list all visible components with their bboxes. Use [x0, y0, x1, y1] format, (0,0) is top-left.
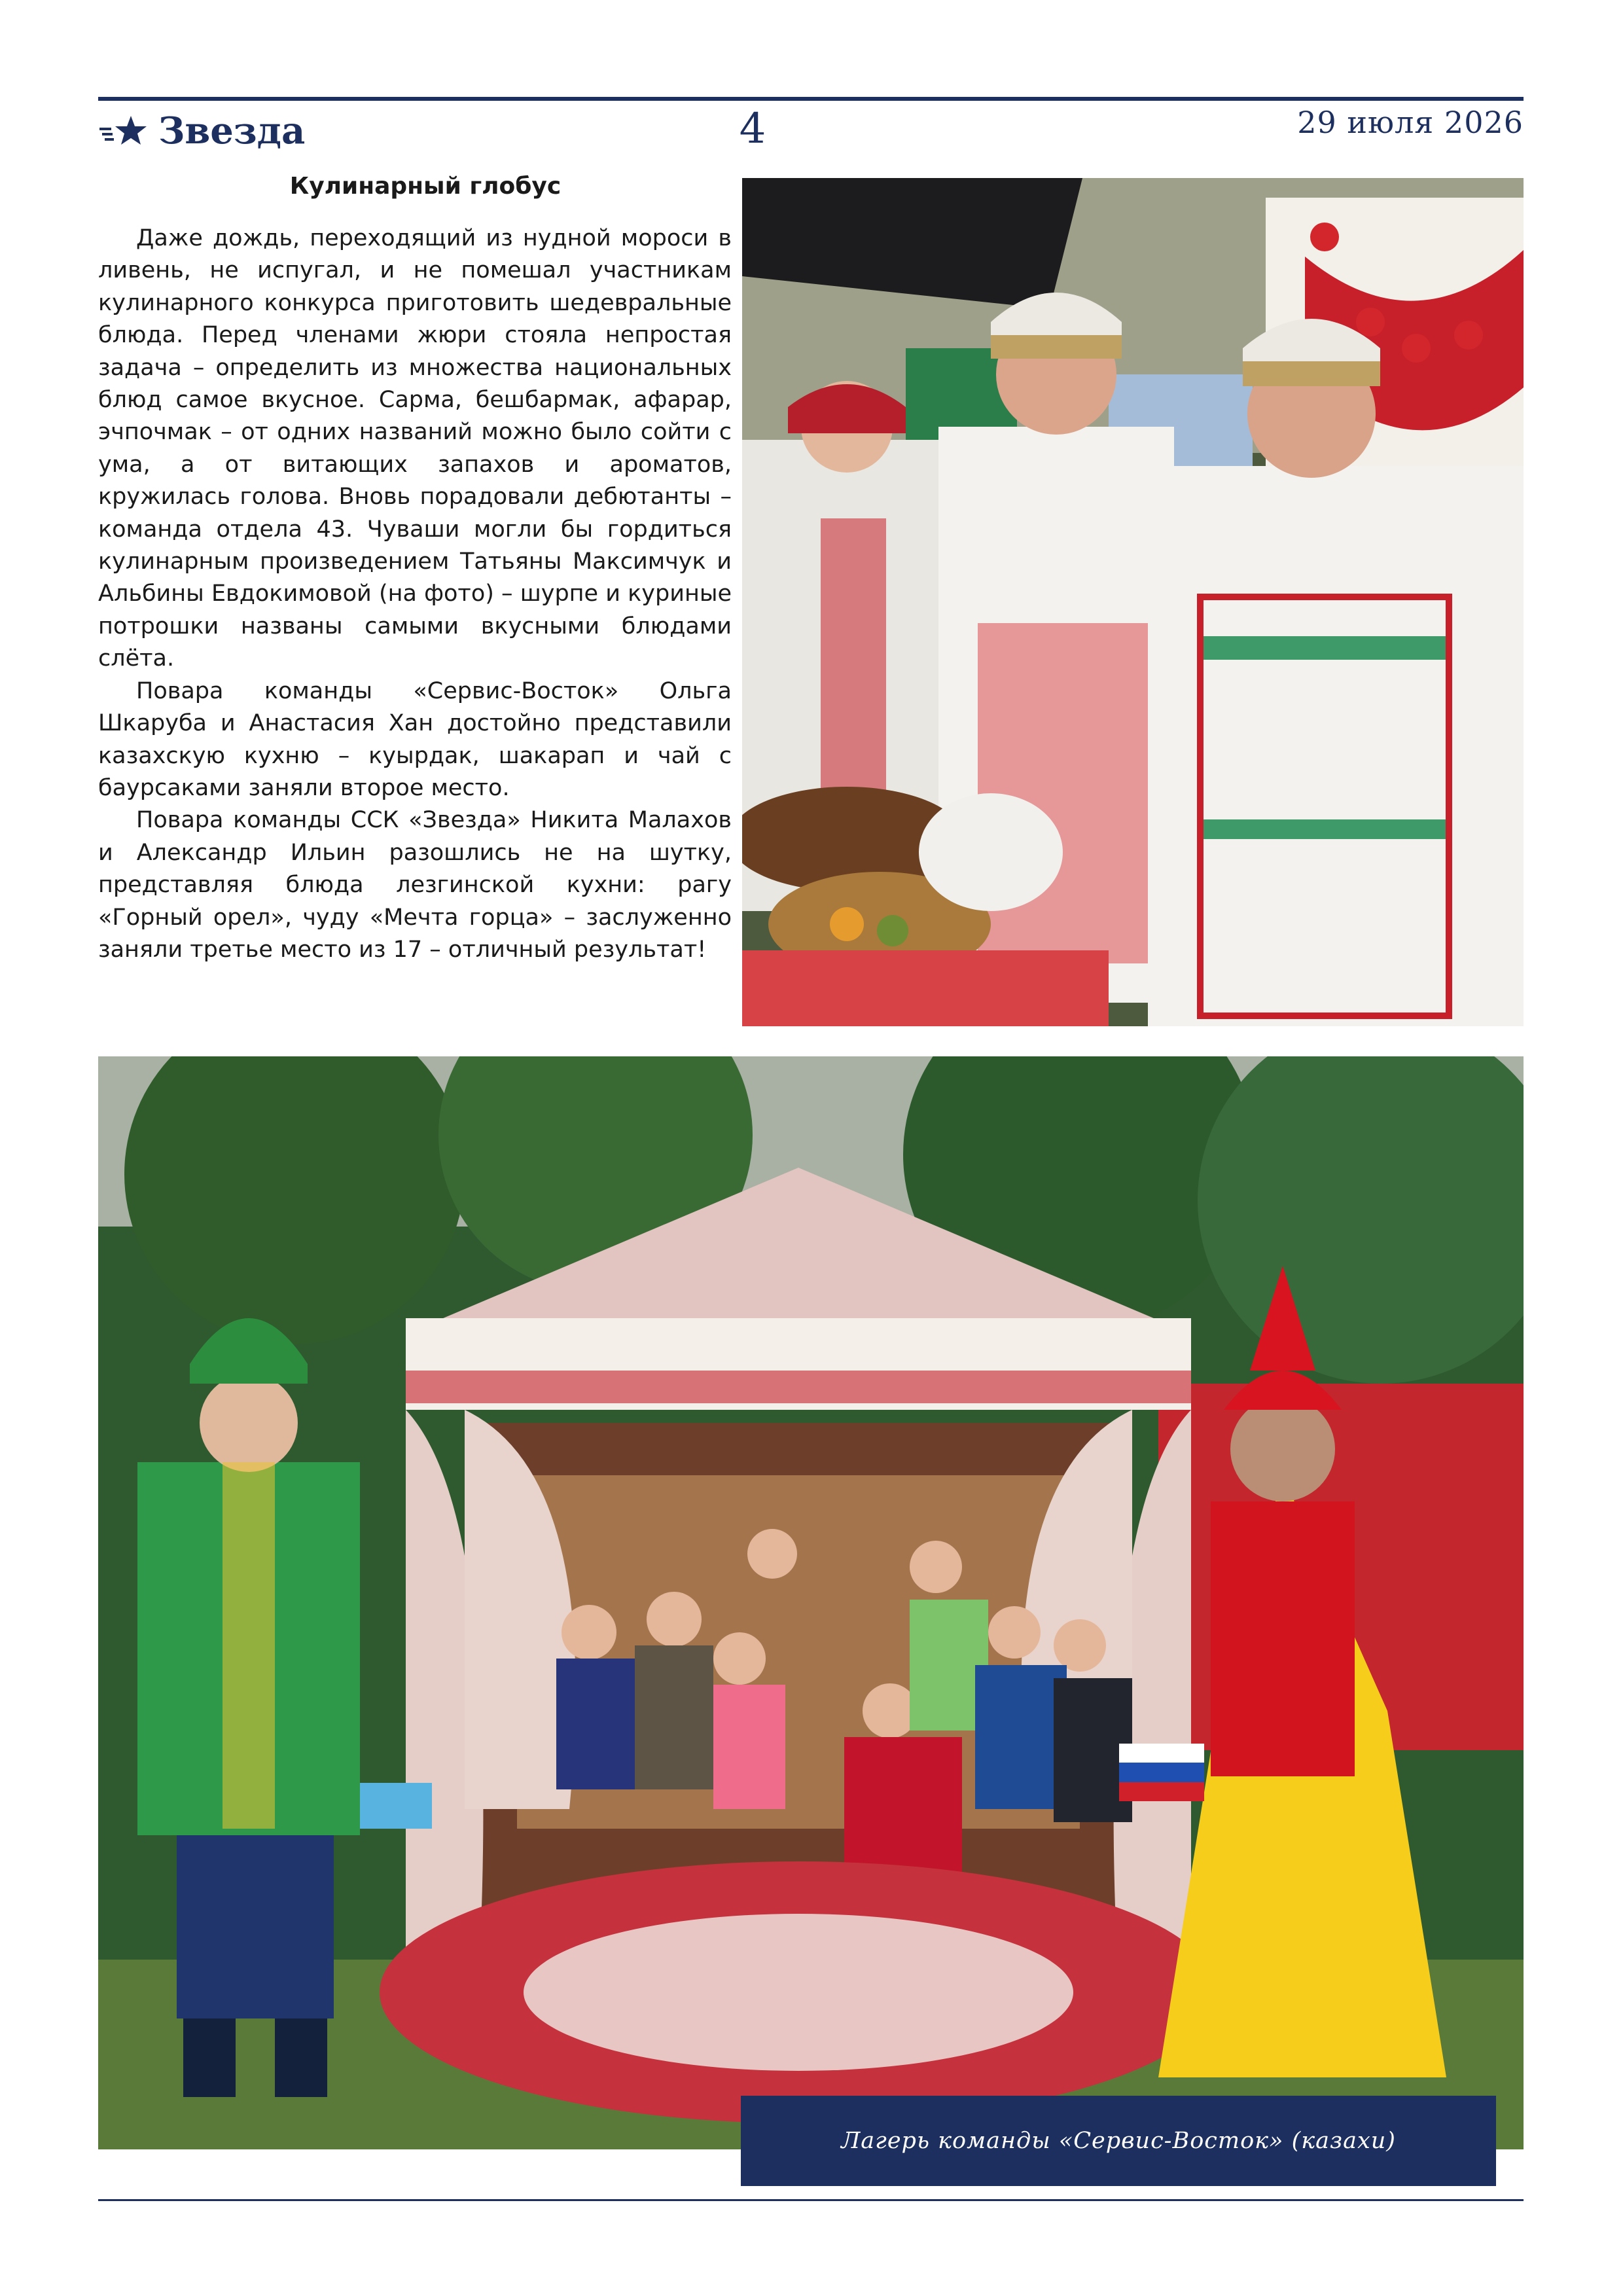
- header-rule: [98, 97, 1524, 101]
- newspaper-title: Звезда: [158, 109, 306, 152]
- photo-caption: Лагерь команды «Сервис-Восток» (казахи): [841, 2128, 1396, 2154]
- issue-date: 29 июля 2026: [1297, 105, 1524, 140]
- footer-rule: [98, 2199, 1524, 2201]
- photo-camp-image: [98, 1056, 1524, 2149]
- article-paragraph: Повара команды «Сервис-Восток» Ольга Шкаруба и Анастасия Хан достойно представили казахскую кухню – куырдак, шакарап и чай с баурсаками заняли второе место.: [98, 677, 732, 801]
- page-number: 4: [739, 105, 766, 153]
- article-body: [98, 223, 732, 966]
- article-paragraph: Повара команды ССК «Звезда» Никита Малахов и Александр Ильин разошлись не на шутку, представляя блюда лезгинской кухни: рагу «Горный орел», чуду «Мечта горца» – заслуженно заняли третье место из 17 – отличный результат!: [98, 807, 732, 963]
- photo-cooks-image: [742, 178, 1524, 1026]
- article-title: Кулинарный глобус: [289, 173, 562, 200]
- photo-camp: [98, 1056, 1524, 2149]
- photo-cooks: [742, 178, 1524, 1026]
- star-icon: [98, 115, 149, 147]
- masthead: [98, 105, 305, 157]
- photo-caption-box: [741, 2096, 1496, 2186]
- article-paragraph: Даже дождь, переходящий из нудной мороси в ливень, не испугал, и не помешал участникам кулинарного конкурса приготовить шедевральные блюда. Перед членами жюри стояла непростая задача – определить из множества национальных блюд самое вкусное. Сарма, бешбармак, афарар, эчпочмак – от одних названий можно было сойти с ума, а от витающих запахов и ароматов, кружилась голова. Вновь порадовали дебютанты – команда отдела 43. Чуваши могли бы гордиться кулинарным произведением Татьяны Максимчук и Альбины Евдокимовой (на фото) – шурпе и куриные потрошки названы самыми вкусными блюдами слёта.: [98, 225, 732, 672]
